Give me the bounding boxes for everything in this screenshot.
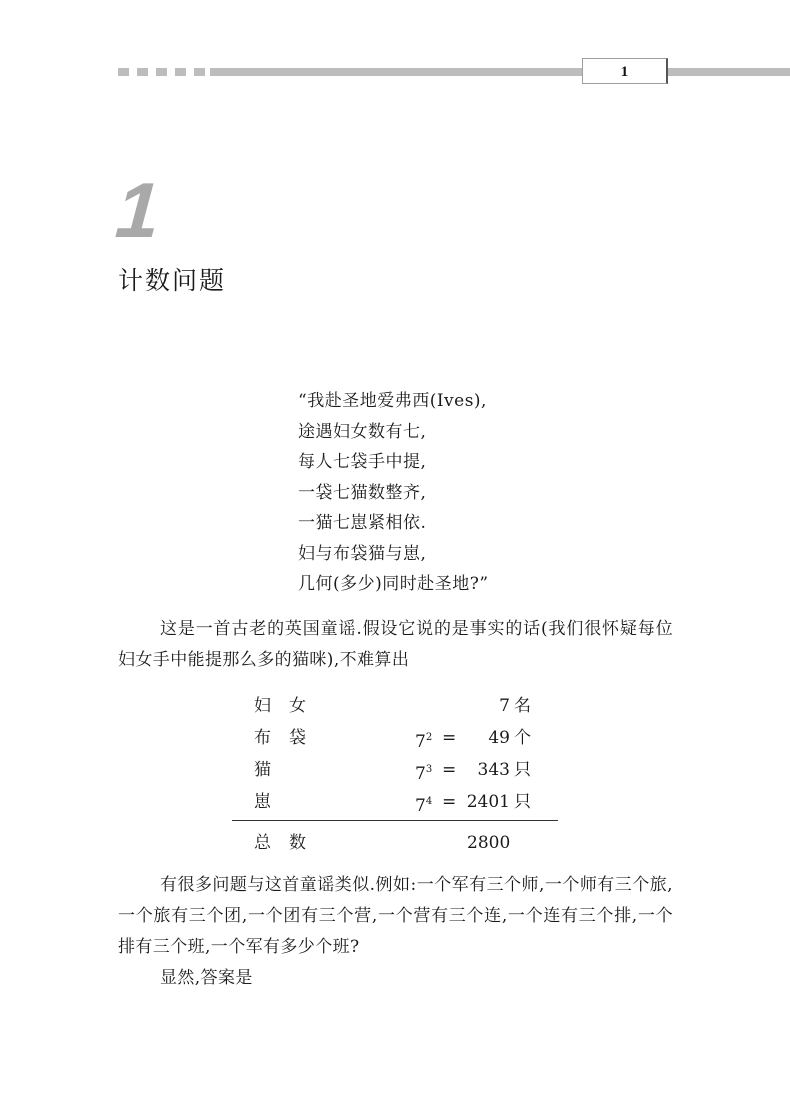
poem-line: 途遇妇女数有七, [298,421,427,442]
poem [298,386,489,600]
paragraph-intro: 这是一首古老的英国童谣.假设它说的是事实的话(我们很怀疑每位妇女手中能提那么多的猫咪),不难算出 [118,619,673,670]
calc-power [415,722,432,758]
calc-power [415,786,432,822]
calc-label: 妇女 [254,696,324,716]
poem-line: 每人七袋手中提, [298,452,427,472]
calc-base: 7 [415,764,426,784]
calc-total-label: 总数 [254,833,324,853]
calc-row-total [232,827,558,859]
poem-line: 一猫七崽紧相依. [298,513,427,533]
calc-row-cats [232,754,558,786]
calc-total-value: 2800 [467,833,511,853]
calc-equals: = [442,760,457,780]
page-number: 1 [582,58,668,84]
poem-line: 一袋七猫数整齐, [298,482,427,503]
calc-unit: 个 [514,728,531,748]
calc-divider [232,820,558,821]
header-square-2 [137,68,148,76]
calc-table [232,690,558,853]
calc-equals: = [442,728,457,748]
calc-unit: 名 [514,696,531,716]
calc-base: 7 [415,796,426,816]
poem-line: “我赴圣地爱弗西(Ives), [298,391,487,411]
paragraph-answer: 显然,答案是 [160,968,253,988]
calc-base: 7 [415,732,426,752]
calc-exponent: 2 [425,732,433,743]
chapter-title: 计数问题 [118,266,227,295]
header-bar-right [668,68,790,76]
calc-row-kittens [232,786,558,818]
poem-line: 妇与布袋猫与崽, [298,543,427,564]
calc-label: 崽 [254,792,289,812]
calc-label: 猫 [254,760,289,780]
chapter-number: 1 [112,166,163,254]
calc-unit: 只 [514,792,531,812]
header-bar-left [210,68,582,76]
header-square-1 [118,68,129,76]
calc-value: 7 [499,696,510,716]
calc-label: 布袋 [254,728,324,748]
calc-unit: 只 [514,760,531,780]
header-square-5 [194,68,205,76]
calc-row-women [232,690,558,722]
calc-exponent: 4 [425,796,433,807]
poem-line: 几何(多少)同时赴圣地?” [298,574,489,594]
calc-value: 343 [477,760,510,780]
header-square-3 [156,68,167,76]
calc-exponent: 3 [425,764,433,775]
calc-equals: = [442,792,457,812]
calc-value: 2401 [466,792,510,812]
calc-row-bags [232,722,558,754]
calc-power [415,754,432,790]
calc-value: 49 [488,728,510,748]
paragraph-example: 有很多问题与这首童谣类似.例如:一个军有三个师,一个师有三个旅,一个旅有三个团,一个团有三个营,一个营有三个连,一个连有三个排,一个排有三个班,一个军有多少个班? [118,875,673,957]
header-square-4 [175,68,186,76]
